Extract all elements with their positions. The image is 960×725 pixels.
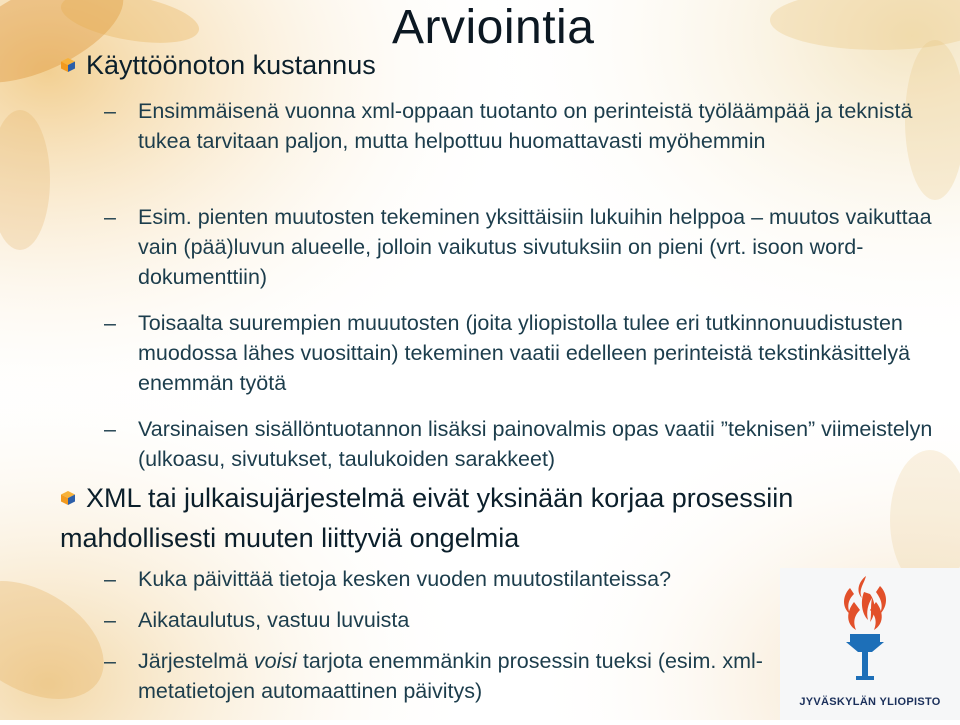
list-item-text: Kuka päivittää tietoja kesken vuoden muutostilanteissa? — [138, 567, 672, 591]
dash-icon: – — [104, 417, 116, 441]
list-item-text-part: Järjestelmä — [138, 649, 254, 673]
dash-icon: – — [104, 567, 116, 591]
dash-icon: – — [104, 649, 116, 673]
section-heading-2 — [60, 478, 940, 558]
dash-icon: – — [104, 205, 116, 229]
list-item-text: Varsinaisen sisällöntuotannon lisäksi painovalmis opas vaatii ”teknisen” viimeistelyn (ulkoasu, sivutukset, taulukoiden sarakkeet) — [138, 417, 933, 471]
dash-icon: – — [104, 311, 116, 335]
list-item-emphasis: voisi — [253, 649, 297, 673]
list-item-text-part: tarjota enemmänkin prosessin tueksi (esim. xml-metatietojen automaattinen päivitys) — [138, 649, 763, 703]
university-logo — [780, 568, 960, 720]
list-item-text — [138, 646, 778, 706]
list-item-text: Toisaalta suurempien muuutosten (joita yliopistolla tulee eri tutkinnonuudistusten muodossa lähes vuosittain) tekeminen vaatii edelleen perinteistä tekstinkäsittelyä enemmän työtä — [138, 311, 911, 395]
slide-title: Arviointia — [392, 1, 595, 54]
dash-icon: – — [104, 608, 116, 632]
section-heading-1-text: Käyttöönoton kustannus — [86, 50, 376, 80]
list-item-text: Ensimmäisenä vuonna xml-oppaan tuotanto on perinteistä työläämpää ja teknistä tukea tarvitaan paljon, mutta helpottuu huomattavasti myöhemmin — [138, 99, 913, 153]
list-item-text: Esim. pienten muutosten tekeminen yksittäisiin lukuihin helppoa – muutos vaikuttaa vain (pää)luvun alueelle, jolloin vaikutus sivutuksiin on pieni (vrt. isoon word-dokumenttiin) — [138, 205, 932, 289]
list-item-text: Aikataulutus, vastuu luvuista — [138, 608, 410, 632]
university-logo-text: JYVÄSKYLÄN YLIOPISTO — [799, 696, 941, 708]
dash-icon: – — [104, 99, 116, 123]
section-heading-2-text: XML tai julkaisujärjestelmä eivät yksinään korjaa prosessiin mahdollisesti muuten liittyviä ongelmia — [60, 483, 794, 553]
cube-bullet-icon — [60, 490, 76, 506]
cube-bullet-icon — [60, 57, 76, 73]
section-heading-1 — [60, 50, 376, 81]
